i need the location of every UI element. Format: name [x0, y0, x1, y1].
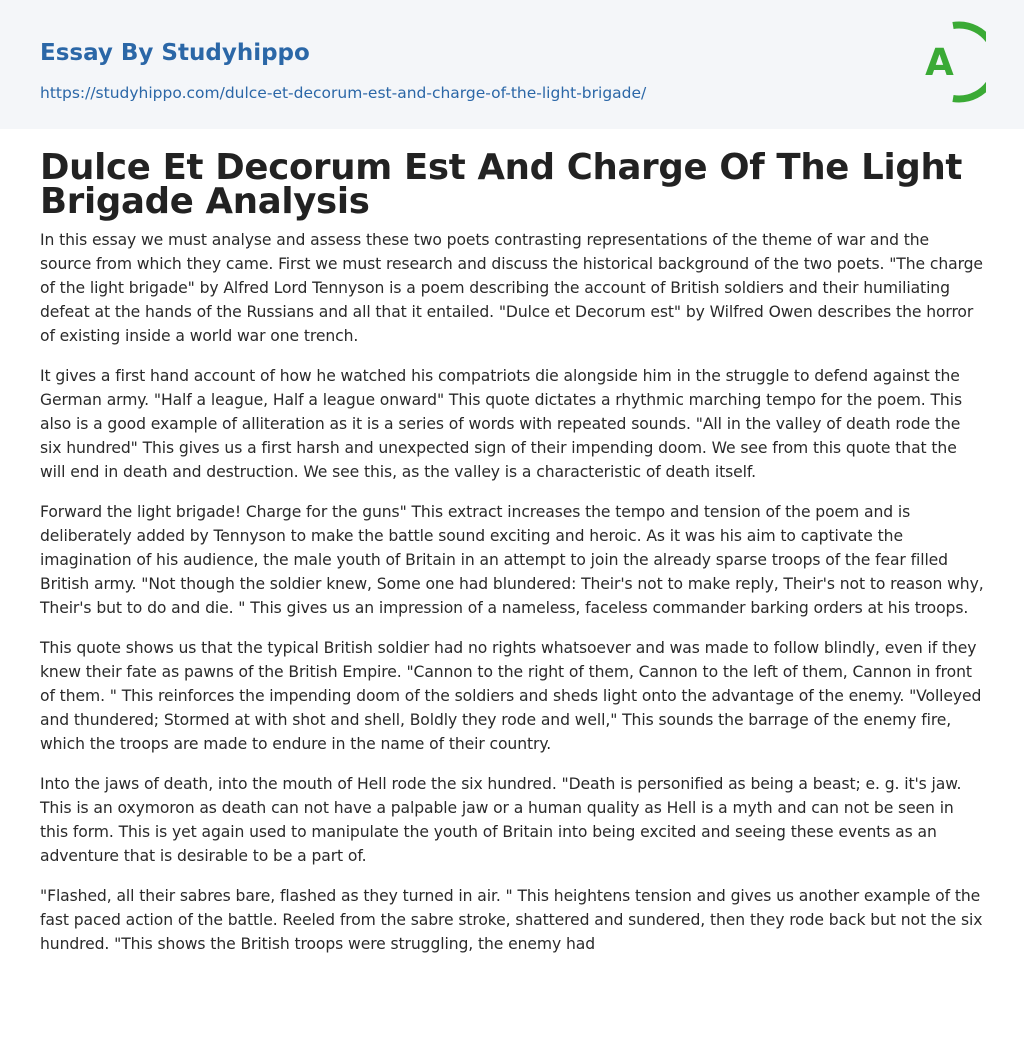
essay-paragraph: It gives a first hand account of how he watched his compatriots die alongside him in the struggle to defend against the German army. "Half a league, Half a league onward" This quote dictates a rhythmic marching tempo for the poem. This also is a good example of alliteration as it is a series of words with repeated sounds. "All in the valley of death rode the six hundred" This gives us a first harsh and unexpected sign of their impending doom. We see from this quote that the will end in death and destruction. We see this, as the valley is a characteristic of death itself. — [40, 367, 962, 481]
logo-letter: A — [925, 41, 954, 84]
site-title[interactable]: Essay By Studyhippo — [40, 40, 310, 66]
essay-title: Dulce Et Decorum Est And Charge Of The Light Brigade Analysis — [40, 147, 963, 222]
essay-paragraph: Forward the light brigade! Charge for the guns" This extract increases the tempo and tension of the poem and is deliberately added by Tennyson to make the battle sound exciting and heroic. As it was his aim to captivate the imagination of his audience, the male youth of Britain in an attempt to join the already sparse troops of the fear filled British army. "Not though the soldier knew, Some one had blundered: Their's not to make reply, Their's not to reason why, Their's but to do and die. " This gives us an impression of a nameless, faceless commander barking orders at his troops. — [40, 503, 984, 617]
essay-paragraph: "Flashed, all their sabres bare, flashed as they turned in air. " This heightens tension and gives us another example of the fast paced action of the battle. Reeled from the sabre stroke, shattered and sundered, then they rode back but not the six hundred. "This shows the British troops were struggling, the enemy had — [40, 887, 983, 953]
essay-paragraph: This quote shows us that the typical British soldier had no rights whatsoever and was made to follow blindly, even if they knew their fate as pawns of the British Empire. "Cannon to the right of them, Cannon to the left of them, Cannon in front of them. " This reinforces the impending doom of the soldiers and sheds light onto the advantage of the enemy. "Volleyed and thundered; Stormed at with shot and shell, Boldly they rode and well," This sounds the barrage of the enemy fire, which the troops are made to endure in the name of their country. — [40, 639, 982, 753]
article — [40, 129, 984, 972]
essay-body — [40, 228, 984, 956]
essay-paragraph: In this essay we must analyse and assess these two poets contrasting representations of the theme of war and the source from which they came. First we must research and discuss the historical background of the two poets. "The charge of the light brigade" by Alfred Lord Tennyson is a poem describing the account of British soldiers and their humiliating defeat at the hands of the Russians and all that it entailed. "Dulce et Decorum est" by Wilfred Owen describes the horror of existing inside a world war one trench. — [40, 231, 983, 345]
essay-paragraph: Into the jaws of death, into the mouth of Hell rode the six hundred. "Death is personified as being a beast; e. g. it's jaw. This is an oxymoron as death can not have a palpable jaw or a human quality as Hell is a myth and can not be seen in this form. This is yet again used to manipulate the youth of Britain into being excited and seeing these events as an adventure that is desirable to be a part of. — [40, 775, 962, 865]
source-url-link[interactable]: https://studyhippo.com/dulce-et-decorum-est-and-charge-of-the-light-brigade/ — [40, 84, 647, 102]
site-header — [0, 0, 1024, 129]
studyhippo-logo-icon[interactable] — [912, 19, 986, 105]
